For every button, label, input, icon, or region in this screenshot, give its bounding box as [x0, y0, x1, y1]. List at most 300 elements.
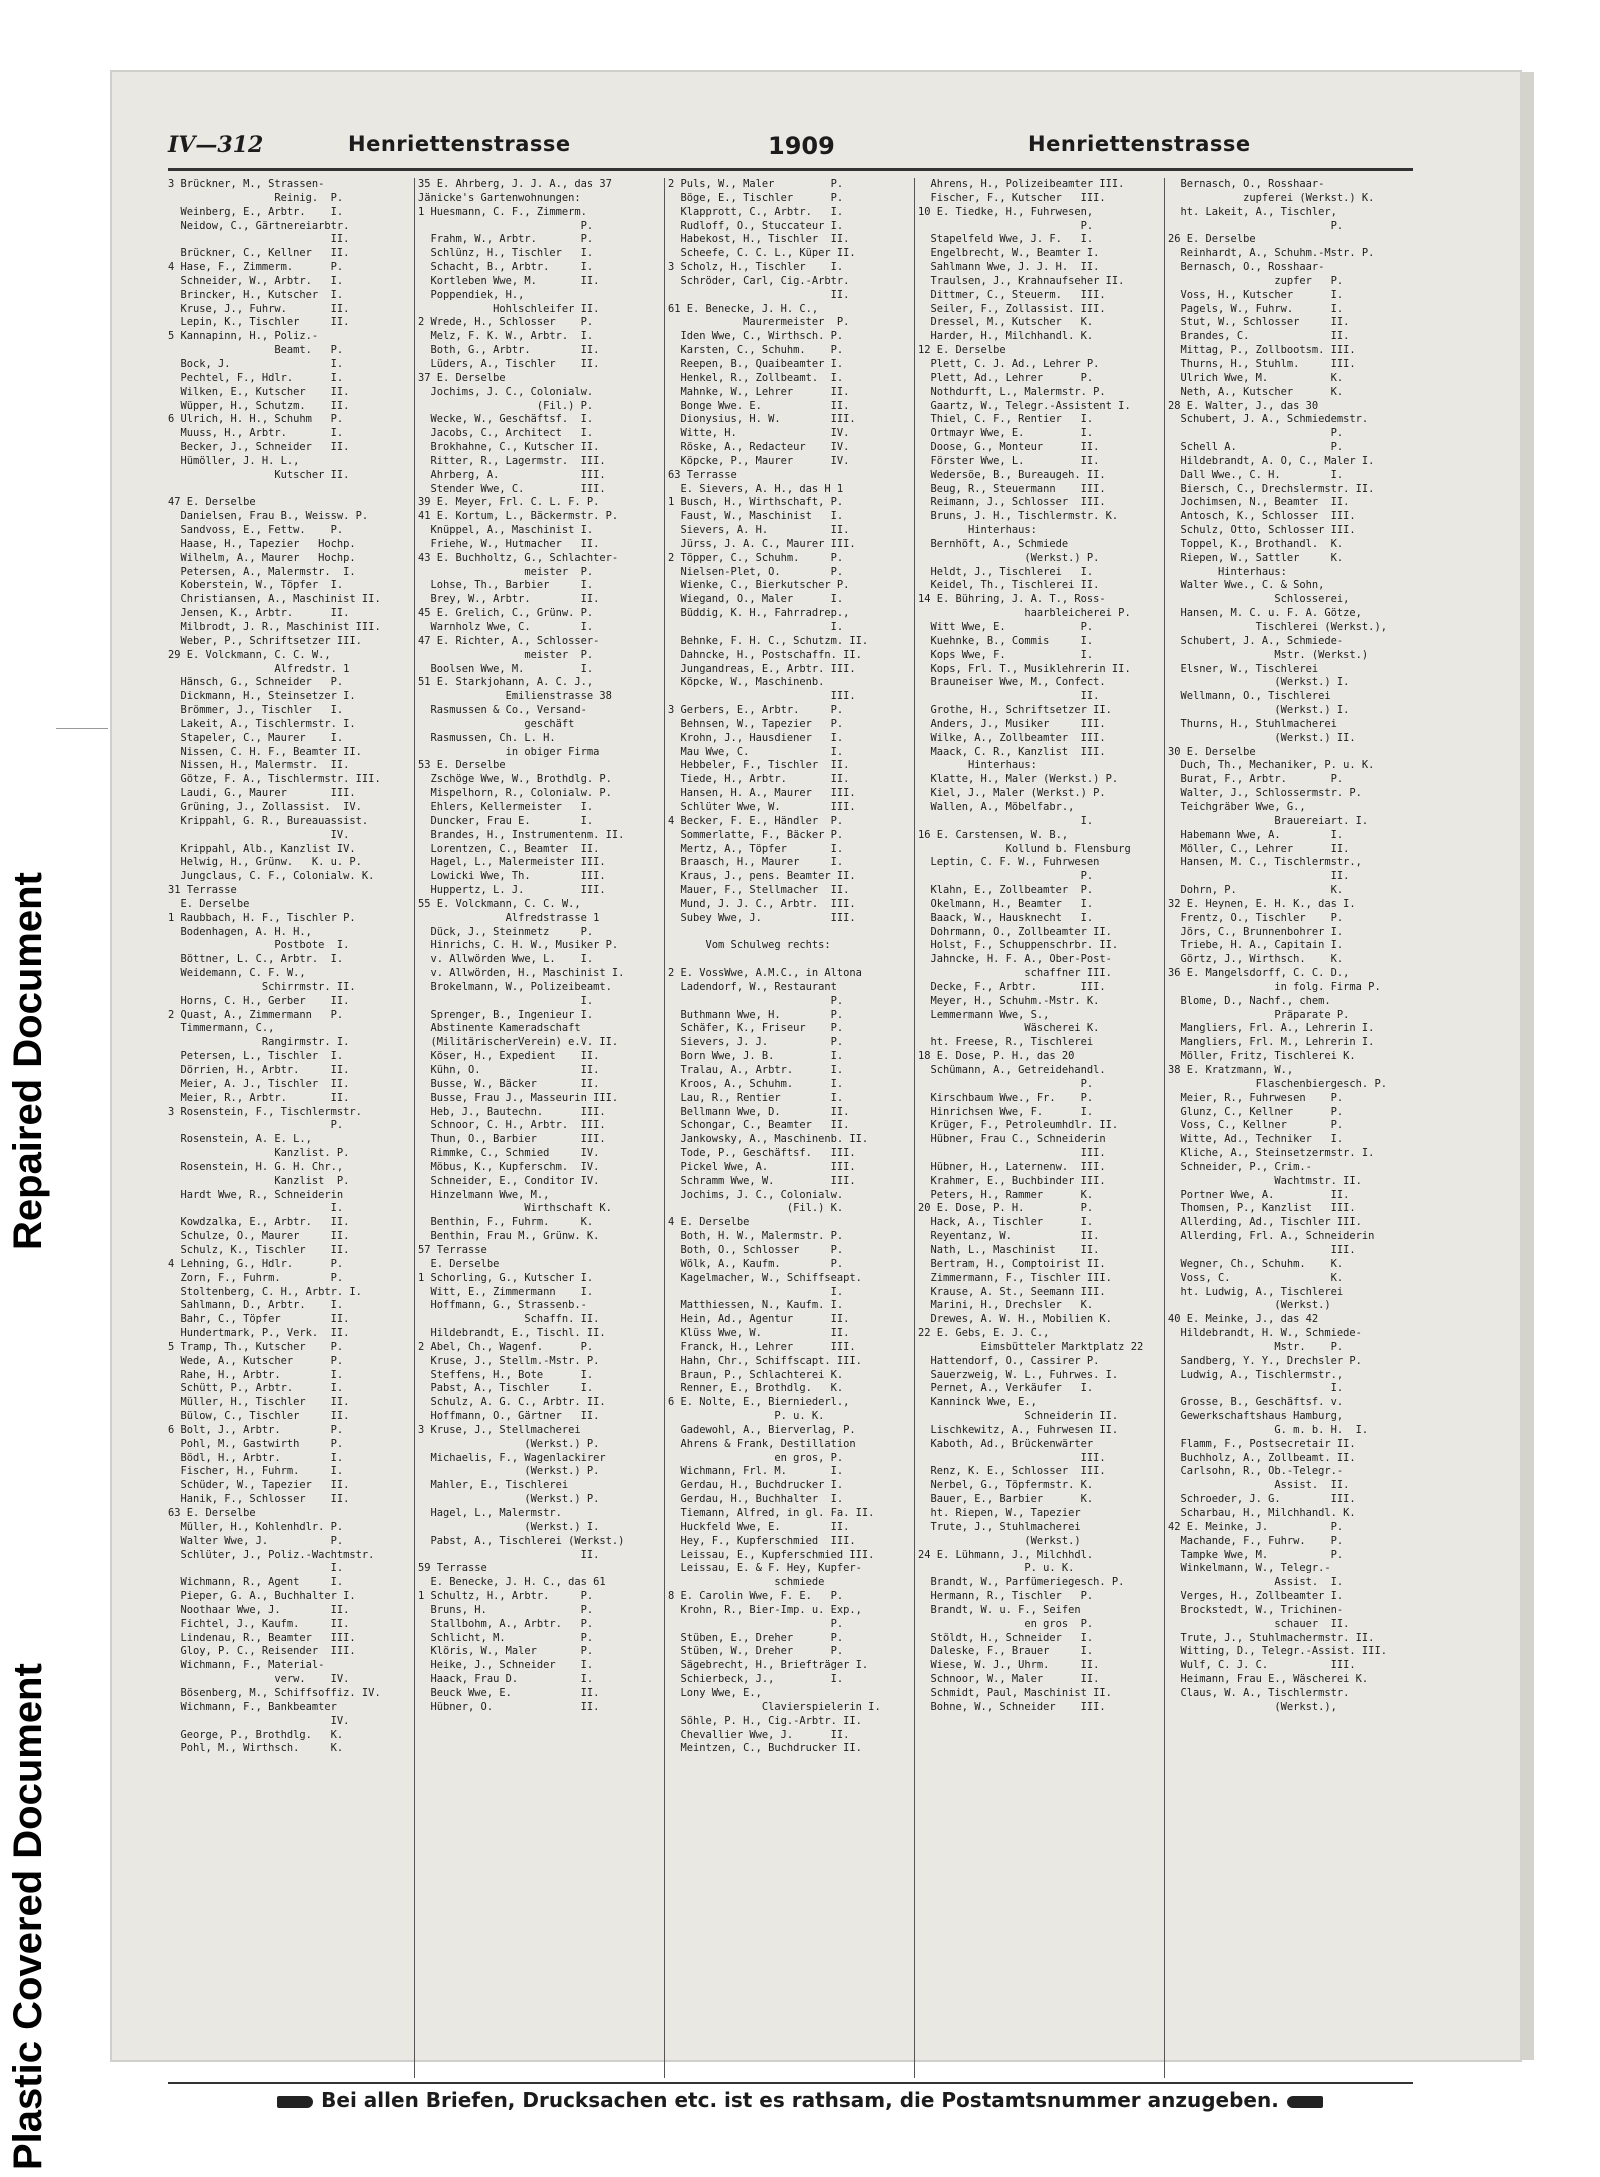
directory-entry: Fischer, F., Kutscher III. [918, 191, 1106, 204]
directory-entry: 57 Terrasse [418, 1243, 487, 1256]
directory-entry: Subey Wwe, J. III. [668, 911, 856, 924]
directory-entry: Klüss Wwe, W. II. [668, 1327, 850, 1340]
directory-entry: Flaschenbiergesch. P. [1168, 1077, 1387, 1090]
directory-entry: v. Allwörden Wwe, L. I. [418, 953, 594, 966]
directory-entry: (Werkst.) [918, 1534, 1081, 1547]
directory-entry: 36 E. Mangelsdorff, C. C. D., [1168, 967, 1350, 980]
directory-entry: Kroos, A., Schuhm. I. [668, 1077, 844, 1090]
directory-entry: Thun, O., Barbier III. [418, 1133, 606, 1146]
street-name-right: Henriettenstrasse [1028, 132, 1251, 156]
directory-entry: Zschöge Wwe, W., Brothdlg. P. [418, 773, 612, 786]
directory-entry: Söhle, P. H., Cig.-Arbtr. II. [668, 1714, 862, 1727]
directory-entry: Bauer, E., Barbier K. [918, 1493, 1094, 1506]
directory-entry: zupferei (Werkst.) K. [1168, 191, 1375, 204]
directory-entry: Bodenhagen, A. H. H., [168, 925, 312, 938]
directory-entry: Weinberg, E., Arbtr. I. [168, 205, 344, 218]
directory-entry: Antosch, K., Schlosser III. [1168, 510, 1356, 523]
directory-entry: ht. Freese, R., Tischlerei [918, 1036, 1094, 1049]
directory-entry: (Werkst.) P. [418, 1465, 600, 1478]
directory-entry: Abstinente Kameradschaft [418, 1022, 581, 1035]
directory-entry: ht. Lakeit, A., Tischler, [1168, 205, 1337, 218]
directory-entry: Klapprott, C., Arbtr. I. [668, 205, 844, 218]
directory-entry: Ahrens & Frank, Destillation [668, 1437, 856, 1450]
directory-entry: I. [418, 994, 594, 1007]
directory-entry: Leissau, E., Kupferschmied III. [668, 1548, 875, 1561]
directory-entry: Fichtel, J., Kaufm. II. [168, 1617, 350, 1630]
directory-entry: Mangliers, Frl. A., Lehrerin I. [1168, 1022, 1375, 1035]
directory-entry: Kliche, A., Steinsetzermstr. I. [1168, 1147, 1375, 1160]
directory-entry: Lowicki Wwe, Th. III. [418, 870, 606, 883]
directory-column [418, 178, 662, 2078]
directory-entry: Baack, W., Hausknecht I. [918, 911, 1094, 924]
directory-entry: 2 E. VossWwe, A.M.C., in Altona [668, 967, 862, 980]
directory-entry: Lau, R., Rentier I. [668, 1091, 844, 1104]
directory-entry: Schramm Wwe, W. III. [668, 1174, 856, 1187]
directory-entry: I. [168, 1562, 344, 1575]
directory-entry: 63 Terrasse [668, 468, 737, 481]
directory-entry: Böge, E., Tischler P. [668, 191, 844, 204]
directory-entry: Doose, G., Monteur II. [918, 441, 1100, 454]
directory-entry: Krüger, F., Petroleumhdlr. II. [918, 1119, 1119, 1132]
directory-entry: Kiel, J., Maler (Werkst.) P. [918, 787, 1106, 800]
directory-entry: Stapeler, C., Maurer I. [168, 731, 344, 744]
directory-entry: 1 Raubbach, H. F., Tischler P. [168, 911, 356, 924]
directory-entry: Beuck Wwe, E. II. [418, 1686, 600, 1699]
directory-entry: Hinterhaus: [918, 524, 1037, 537]
directory-entry: zupfer P. [1168, 274, 1344, 287]
directory-entry: 4 Hase, F., Zimmerm. P. [168, 261, 344, 274]
directory-entry: Hardt Wwe, R., Schneiderin [168, 1188, 344, 1201]
directory-entry: 1 Huesmann, C. F., Zimmerm. [418, 205, 587, 218]
directory-entry: 2 Wrede, H., Schlosser P. [418, 316, 594, 329]
directory-entry: 22 E. Gebs, E. J. C., [918, 1327, 1050, 1340]
directory-entry: Elsner, W., Tischlerei [1168, 662, 1319, 675]
directory-entry: Kuehnke, B., Commis I. [918, 634, 1094, 647]
directory-entry: Friehe, W., Hutmacher II. [418, 537, 600, 550]
directory-entry: Meyer, H., Schuhm.-Mstr. K. [918, 994, 1100, 1007]
directory-entry: Wäscherei K. [918, 1022, 1100, 1035]
directory-entry: Hildebrandt, A. O, C., Maler I. [1168, 454, 1375, 467]
directory-entry: Schnoor, C. H., Arbtr. III. [418, 1119, 606, 1132]
directory-entry: Schubert, J. A., Schmiede- [1168, 634, 1344, 647]
directory-entry: 26 E. Derselbe [1168, 233, 1256, 246]
directory-entry: Hildebrandt, H. W., Schmiede- [1168, 1327, 1362, 1340]
directory-entry: P. [668, 994, 844, 1007]
directory-entry: Boolsen Wwe, M. I. [418, 662, 594, 675]
directory-entry: Wichmann, Frl. M. I. [668, 1465, 844, 1478]
directory-entry: Winkelmann, W., Telegr.- [1168, 1562, 1331, 1575]
directory-entry: Grosse, B., Geschäftsf. v. [1168, 1396, 1344, 1409]
directory-entry: Köser, H., Expedient II. [418, 1050, 600, 1063]
directory-entry: Tode, P., Geschäftsf. III. [668, 1147, 856, 1160]
directory-entry: Keidel, Th., Tischlerei II. [918, 579, 1100, 592]
directory-entry: Reyentanz, W. II. [918, 1230, 1100, 1243]
directory-entry: P. u. K. [918, 1562, 1075, 1575]
directory-entry: Schlüter Wwe, W. III. [668, 800, 856, 813]
directory-entry: Hänsch, G., Schneider P. [168, 676, 344, 689]
directory-entry: Matthiessen, N., Kaufm. I. [668, 1299, 844, 1312]
directory-entry [668, 926, 912, 940]
directory-entry: 42 E. Meinke, J. P. [1168, 1520, 1344, 1533]
directory-entry: Schneider, E., Conditor IV. [418, 1174, 600, 1187]
directory-entry: Rosenstein, H. G. H. Chr., [168, 1160, 344, 1173]
directory-entry: I. [918, 814, 1094, 827]
directory-entry: Wecke, W., Geschäftsf. I. [418, 413, 594, 426]
directory-entry: Plett, C. J. Ad., Lehrer P. [918, 357, 1100, 370]
directory-entry: P. [918, 1077, 1094, 1090]
directory-entry: Carlsohn, R., Ob.-Telegr.- [1168, 1465, 1344, 1478]
directory-entry: Meier, R., Fuhrwesen P. [1168, 1091, 1344, 1104]
directory-entry: Brückner, C., Kellner II. [168, 247, 350, 260]
directory-entry: Böttner, L. C., Arbtr. I. [168, 953, 344, 966]
directory-column [918, 178, 1162, 2078]
directory-entry: Lischkewitz, A., Fuhrwesen II. [918, 1423, 1119, 1436]
directory-entry: I. [1168, 1382, 1344, 1395]
directory-column [1168, 178, 1412, 2078]
directory-entry: Klahn, E., Zollbeamter P. [918, 884, 1094, 897]
directory-entry: Beamt. P. [168, 344, 344, 357]
directory-entry: Behnsen, W., Tapezier P. [668, 717, 844, 730]
directory-entry: Schubert, J. A., Schmiedemstr. [1168, 413, 1369, 426]
directory-entry: Schaffn. II. [418, 1313, 600, 1326]
directory-entry: Pechtel, F., Hdlr. I. [168, 371, 344, 384]
directory-entry: Tischlerei (Werkst.), [1168, 621, 1387, 633]
year: 1909 [768, 132, 835, 160]
directory-entry: George, P., Brothdlg. K. [168, 1728, 344, 1741]
directory-entry: Brauereiart. I. [1168, 814, 1369, 827]
directory-entry: Holst, F., Schuppenschrbr. II. [918, 939, 1119, 952]
directory-entry: Hoffmann, G., Strassenb.- [418, 1299, 587, 1312]
directory-entry: Heb, J., Bautechn. III. [418, 1105, 606, 1118]
directory-entry: Kraus, J., pens. Beamter II. [668, 870, 856, 883]
directory-entry: Rasmussen, Ch. L. H. [418, 731, 556, 744]
directory-entry: Nissen, C. H. F., Beamter II. [168, 745, 362, 758]
directory-entry: Ortmayr Wwe, E. I. [918, 427, 1094, 440]
directory-entry: P. [668, 1617, 844, 1630]
directory-entry: Riepen, W., Sattler K. [1168, 551, 1344, 564]
directory-entry: 2 Puls, W., Maler P. [668, 178, 844, 190]
directory-entry: Jänicke's Gartenwohnungen: [418, 191, 581, 204]
column-rule [664, 178, 665, 2078]
directory-entry: Petersen, A., Malermstr. I. [168, 565, 356, 578]
directory-entry: Jensen, K., Arbtr. II. [168, 607, 350, 620]
directory-entry: Chevallier Wwe, J. II. [668, 1728, 850, 1741]
directory-entry: Karsten, C., Schuhm. P. [668, 344, 844, 357]
directory-entry: Rimmke, C., Schmied IV. [418, 1147, 600, 1160]
directory-entry: Schroeder, J. G. III. [1168, 1493, 1356, 1506]
directory-entry: Jochims, J. C., Colonialw. [668, 1188, 844, 1201]
directory-entry: 55 E. Volckmann, C. C. W., [418, 897, 581, 910]
directory-entry: Laudi, G., Maurer III. [168, 787, 356, 800]
directory-entry: 37 E. Derselbe [418, 371, 506, 384]
directory-entry: Stapelfeld Wwe, J. F. I. [918, 233, 1094, 246]
directory-entry: Voss, C. K. [1168, 1271, 1344, 1284]
directory-entry: Walter, J., Schlossermstr. P. [1168, 787, 1362, 800]
directory-entry: Schmidt, Paul, Maschinist II. [918, 1686, 1112, 1699]
directory-entry: 53 E. Derselbe [418, 759, 506, 772]
directory-entry: Nothdurft, L., Malermstr. P. [918, 385, 1106, 398]
directory-entry: P. [918, 870, 1094, 883]
directory-entry: Klatte, H., Maler (Werkst.) P. [918, 773, 1119, 786]
directory-entry: Schneider, P., Crim.- [1168, 1160, 1312, 1173]
directory-entry: Schlosserei, [1168, 593, 1350, 606]
directory-entry: Wiegand, O., Maler I. [668, 593, 844, 606]
directory-entry: 1 Busch, H., Wirthschaft, P. [668, 496, 844, 509]
directory-entry: Fischer, H., Fuhrm. I. [168, 1465, 344, 1478]
directory-entry: Dickmann, H., Steinsetzer I. [168, 690, 356, 703]
directory-entry: Sprenger, B., Ingenieur I. [418, 1008, 594, 1021]
directory-entry: 59 Terrasse [418, 1562, 487, 1575]
directory-entry: Möller, Fritz, Tischlerei K. [1168, 1050, 1356, 1063]
directory-entry: Verges, H., Zollbeamter I. [1168, 1590, 1344, 1603]
directory-entry: Hundertmark, P., Verk. II. [168, 1327, 350, 1340]
directory-entry: Hansen, H. A., Maurer III. [668, 787, 856, 800]
directory-entry: geschäft [418, 717, 575, 730]
directory-entry: Scheefe, C. C. L., Küper II. [668, 247, 856, 260]
directory-entry: Maack, C. R., Kanzlist III. [918, 745, 1106, 758]
directory-entry: III. [918, 1147, 1106, 1160]
directory-entry: Warnholz Wwe, C. I. [418, 621, 594, 633]
directory-entry: Hattendorf, O., Cassirer P. [918, 1354, 1100, 1367]
directory-entry: Schüder, W., Tapezier II. [168, 1479, 350, 1492]
directory-entry: Maurermeister P. [668, 316, 850, 329]
directory-entry: Grothe, H., Schriftsetzer II. [918, 704, 1112, 717]
directory-entry: Brandes, C. II. [1168, 330, 1350, 343]
directory-entry: Sauerzweig, W. L., Fuhrwes. I. [918, 1368, 1119, 1381]
directory-entry: (Fil.) P. [418, 399, 594, 412]
directory-entry: Biersch, C., Drechslermstr. II. [1168, 482, 1375, 495]
pointing-hand-icon [1287, 2096, 1323, 2108]
directory-entry: Walter Wwe., C. & Sohn, [1168, 579, 1325, 592]
directory-entry: Mahnke, W., Lehrer II. [668, 385, 850, 398]
directory-entry: Dionysius, H. W. III. [668, 413, 856, 426]
directory-entry: IV. [168, 828, 350, 841]
directory-entry: Henkel, R., Zollbeamt. I. [668, 371, 844, 384]
directory-entry: Wiese, W. J., Uhrm. II. [918, 1659, 1100, 1672]
directory-entry: 31 Terrasse [168, 884, 237, 897]
directory-entry: Marini, H., Drechsler K. [918, 1299, 1094, 1312]
directory-entry: Brey, W., Arbtr. II. [418, 593, 600, 606]
directory-entry: Sahlmann, D., Arbtr. I. [168, 1299, 344, 1312]
directory-entry: Krohn, R., Bier-Imp. u. Exp., [668, 1603, 862, 1616]
directory-entry: Schulz, Otto, Schlosser III. [1168, 524, 1356, 537]
directory-entry: 28 E. Walter, J., das 30 [1168, 399, 1319, 412]
directory-entry: Sandvoss, E., Fettw. P. [168, 524, 344, 537]
directory-entry: 6 Bolt, J., Arbtr. P. [168, 1423, 344, 1436]
directory-entry: Hebbeler, F., Tischler II. [668, 759, 850, 772]
directory-entry: Alfredstrasse 1 [418, 911, 600, 924]
directory-entry: Brokhahne, C., Kutscher II. [418, 441, 600, 454]
directory-entry: Trute, J., Stuhlmachermstr. II. [1168, 1631, 1375, 1644]
directory-entry: (Werkst.) II. [1168, 731, 1356, 744]
directory-entry: Hansen, M. C., Tischlermstr., [1168, 856, 1362, 869]
directory-entry: 14 E. Bühring, J. A. T., Ross- [918, 593, 1106, 606]
directory-entry: Mauer, F., Stellmacher II. [668, 884, 850, 897]
directory-entry: Schulze, O., Maurer II. [168, 1230, 350, 1243]
directory-entry: Eimsbütteler Marktplatz 22 [918, 1340, 1144, 1353]
directory-entry: Rangirmstr. I. [168, 1036, 350, 1049]
directory-entry: Nerbel, G., Töpfermstr. K. [918, 1479, 1094, 1492]
directory-entry: Brandes, H., Instrumentenm. II. [418, 828, 625, 841]
directory-entry: Toppel, K., Brothandl. K. [1168, 537, 1344, 550]
directory-entry: III. [1168, 1243, 1356, 1256]
directory-entry: Wede, A., Kutscher P. [168, 1354, 344, 1367]
directory-entry: Zimmermann, F., Tischler III. [918, 1271, 1112, 1284]
directory-entry: II. [418, 1548, 600, 1561]
directory-entry: Hinterhaus: [918, 759, 1037, 772]
directory-entry: Gewerkschaftshaus Hamburg, [1168, 1410, 1344, 1423]
directory-entry: Rahe, H., Arbtr. I. [168, 1368, 344, 1381]
directory-entry: Kollund b. Flensburg [918, 842, 1131, 855]
directory-entry: Stüben, E., Dreher P. [668, 1631, 844, 1644]
directory-entry: Kagelmacher, W., Schiffseapt. [668, 1271, 862, 1284]
directory-entry: Jankowsky, A., Maschinenb. II. [668, 1133, 869, 1146]
directory-entry: Jungandreas, E., Arbtr. III. [668, 662, 856, 675]
repaired-document-label: Repaired Document [6, 872, 50, 1250]
directory-entry: Nissen, H., Malermstr. II. [168, 759, 350, 772]
directory-entry: Jörs, C., Brunnenbohrer I. [1168, 925, 1344, 938]
directory-entry: Mstr. (Werkst.) [1168, 648, 1369, 661]
directory-entry: Ladendorf, W., Restaurant [668, 980, 837, 993]
directory-entry: Schneiderin II. [918, 1410, 1119, 1423]
directory-entry: Bonge Wwe. E. II. [668, 399, 850, 412]
directory-entry: Dressel, M., Kutscher K. [918, 316, 1094, 329]
directory-entry: Schlicht, M. P. [418, 1631, 594, 1644]
directory-entry: Witting, D., Telegr.-Assist. III. [1168, 1645, 1387, 1658]
directory-entry: Triebe, H. A., Capitain I. [1168, 939, 1344, 952]
directory-entry: Nielsen-Plet, O. P. [668, 565, 844, 578]
directory-entry: (Werkst.) [1168, 1299, 1331, 1312]
directory-entry: Ahrens, H., Polizeibeamter III. [918, 178, 1125, 190]
header-rule [168, 168, 1413, 171]
directory-entry: Neidow, C., Gärtnereiarbtr. [168, 219, 350, 232]
directory-entry: Wulf, C. J. C. III. [1168, 1659, 1356, 1672]
directory-entry: (Werkst.) P. [418, 1493, 600, 1506]
directory-entry: Lony Wwe, E., [668, 1686, 762, 1699]
directory-entry: Allerding, Ad., Tischler III. [1168, 1216, 1362, 1229]
directory-entry: in obiger Firma [418, 745, 600, 758]
directory-entry: en gros P. [918, 1617, 1094, 1630]
directory-entry: Born Wwe, J. B. I. [668, 1050, 844, 1063]
directory-entry: 3 Gerbers, E., Arbtr. P. [668, 704, 844, 717]
directory-entry: Renz, K. E., Schlosser III. [918, 1465, 1106, 1478]
directory-entry: Gerdau, H., Buchdrucker I. [668, 1479, 844, 1492]
directory-entry: Hack, A., Tischler I. [918, 1216, 1094, 1229]
directory-entry: P. u. K. [668, 1410, 825, 1423]
directory-entry: Krohn, J., Hausdiener I. [668, 731, 844, 744]
directory-entry: Mispelhorn, R., Colonialw. P. [418, 787, 612, 800]
directory-entry: Pernet, A., Verkäufer I. [918, 1382, 1094, 1395]
directory-entry: 63 E. Derselbe [168, 1507, 256, 1519]
directory-entry: Bruns, H. P. [418, 1603, 594, 1616]
directory-entry: Steffens, H., Bote I. [418, 1368, 594, 1381]
directory-entry: Busse, W., Bäcker II. [418, 1077, 600, 1090]
directory-entry: Pieper, G. A., Buchhalter I. [168, 1590, 356, 1603]
directory-entry: Mangliers, Frl. M., Lehrerin I. [1168, 1036, 1375, 1049]
directory-entry: Schütt, P., Arbtr. I. [168, 1382, 344, 1395]
directory-entry: 6 E. Nolte, E., Bierniederl., [668, 1396, 850, 1409]
directory-entry: Wichmann, F., Material- [168, 1659, 325, 1672]
directory-entry: E. Derselbe [168, 897, 250, 910]
directory-entry: Lindenau, R., Beamter III. [168, 1631, 356, 1644]
directory-entry: Mittag, P., Zollbootsm. III. [1168, 344, 1356, 357]
directory-entry: Kortleben Wwe, M. II. [418, 274, 600, 287]
directory-entry: Pohl, M., Gastwirth P. [168, 1437, 344, 1450]
directory-entry: Beug, R., Steuermann III. [918, 482, 1106, 495]
directory-entry: Kanzlist. P. [168, 1147, 350, 1160]
directory-entry: 4 Becker, F. E., Händler P. [668, 814, 844, 827]
directory-entry: Knüppel, A., Maschinist I. [418, 524, 594, 537]
directory-entry: verw. IV. [168, 1673, 350, 1686]
directory-entry: Mertz, A., Töpfer I. [668, 842, 844, 855]
directory-entry: Kanzlist P. [168, 1174, 350, 1187]
directory-entry: Assist. II. [1168, 1479, 1350, 1492]
directory-entry: Clavierspielerin I. [668, 1700, 881, 1713]
directory-entry: Hübner, O. II. [418, 1700, 600, 1713]
directory-entry: Büddig, K. H., Fahrradrep., [668, 607, 850, 620]
directory-entry: Pabst, A., Tischler I. [418, 1382, 594, 1395]
directory-entry: Witte, H. IV. [668, 427, 850, 440]
directory-entry: 4 Lehning, G., Hdlr. P. [168, 1257, 344, 1270]
directory-entry: Claus, W. A., Tischlermstr. [1168, 1686, 1350, 1699]
directory-entry: Reimann, J., Schlosser III. [918, 496, 1106, 509]
directory-entry: Lepin, K., Tischler II. [168, 316, 350, 329]
directory-entry: en gros, P. [668, 1451, 844, 1464]
page-edge [1520, 72, 1534, 2060]
directory-entry: (Fil.) K. [668, 1202, 844, 1215]
directory-entry: Brandt, W., Parfümeriegesch. P. [918, 1576, 1125, 1589]
directory-entry: P. [1168, 427, 1344, 440]
directory-entry: 32 E. Heynen, E. H. K., das I. [1168, 897, 1356, 910]
directory-entry: Haase, H., Tapezier Hochp. [168, 537, 356, 550]
directory-entry: Busse, Frau J., Masseurin III. [418, 1091, 619, 1104]
directory-entry: Engelbrecht, W., Beamter I. [918, 247, 1100, 260]
directory-entry: Wedersöe, B., Bureaugeh. II. [918, 468, 1106, 481]
directory-entry: Thurns, H., Stuhlm. III. [1168, 357, 1356, 370]
directory-entry: Kanninck Wwe, E., [918, 1396, 1037, 1409]
directory-entry: Duncker, Frau E. I. [418, 814, 594, 827]
directory-entry: Braasch, H., Maurer I. [668, 856, 844, 869]
directory-entry: P. [418, 219, 594, 232]
directory-entry: Walter Wwe, J. P. [168, 1534, 344, 1547]
directory-entry: Hermann, R., Tischler P. [918, 1590, 1094, 1603]
directory-entry: Tampke Wwe, M. P. [1168, 1548, 1344, 1561]
directory-entry: 29 E. Volckmann, C. C. W., [168, 648, 331, 661]
directory-column [668, 178, 912, 2078]
directory-entry: 45 E. Grelich, C., Grünw. P. [418, 607, 594, 620]
directory-entry: Pohl, M., Wirthsch. K. [168, 1742, 344, 1755]
directory-entry: 5 Tramp, Th., Kutscher P. [168, 1340, 344, 1353]
directory-entry: Thomsen, P., Kanzlist III. [1168, 1202, 1356, 1215]
directory-entry: Franck, H., Lehrer III. [668, 1340, 856, 1353]
directory-entry: P. [1168, 219, 1344, 232]
directory-entry: Bellmann Wwe, D. II. [668, 1105, 850, 1118]
directory-entry: Bernasch, O., Rosshaar- [1168, 261, 1325, 274]
directory-entry: Anders, J., Musiker III. [918, 717, 1106, 730]
directory-entry: Huckfeld Wwe, E. II. [668, 1520, 850, 1533]
directory-entry: Benthin, F., Fuhrm. K. [418, 1216, 594, 1229]
directory-entry: Jahncke, H. F. A., Ober-Post- [918, 953, 1112, 966]
directory-entry: Schlüter, J., Poliz.-Wachtmstr. [168, 1548, 375, 1561]
directory-entry: I. [668, 621, 844, 633]
directory-entry: Hildebrandt, E., Tischl. II. [418, 1327, 606, 1340]
directory-entry: 51 E. Starkjohann, A. C. J., [418, 676, 594, 689]
directory-entry: Schell A. P. [1168, 441, 1344, 454]
directory-entry: Kutscher II. [168, 468, 350, 481]
directory-entry: Habekost, H., Tischler II. [668, 233, 850, 246]
directory-entry: Decke, F., Arbtr. III. [918, 980, 1106, 993]
directory-entry: G. m. b. H. I. [1168, 1423, 1369, 1436]
